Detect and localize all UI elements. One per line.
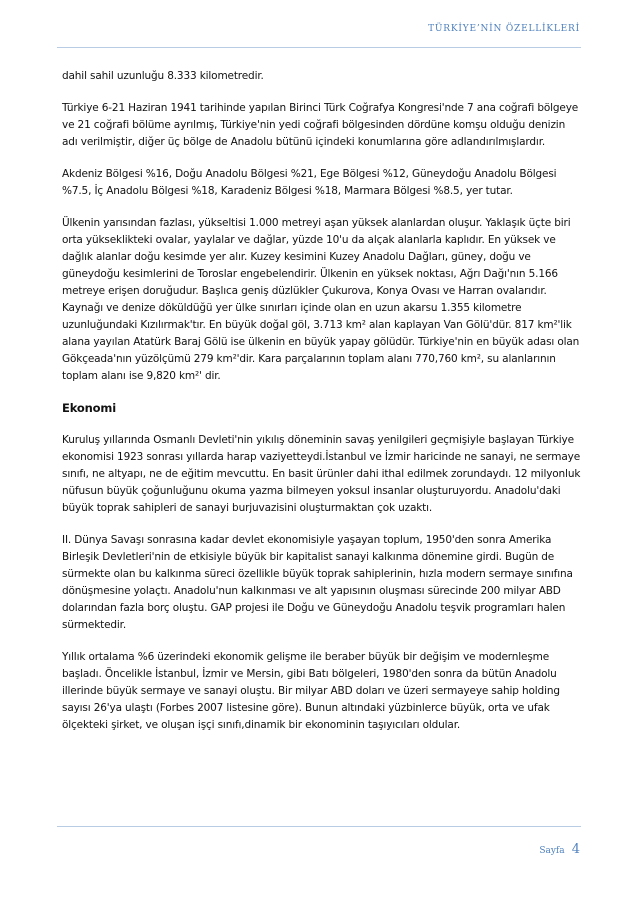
page-number: 4 — [571, 842, 580, 857]
paragraph: dahil sahil uzunluğu 8.333 kilometredir. — [62, 70, 264, 82]
page-footer — [539, 838, 580, 857]
paragraph: Yıllık ortalama %6 üzerindeki ekonomik gelişme ile beraber büyük bir değişim ve modernleşme başladı. Öncelikle İstanbul, İzmir ve Mersin, gibi Batı bölgeleri, 1980'den sonra da bütün Anadolu illerinde büyük sermaye ve sanayi oluştu. Bir milyar ABD doları ve üzeri sermayeye sahip holding sayısı 26'ya ulaştı (Forbes 2007 listesine göre). Bunun altındaki yüzbinlerce büyük, orta ve ufak ölçekteki şirket, ve oluşan işçi sınıfı,dinamik bir ekonominin taşıyıcıları oldular. — [62, 651, 560, 731]
footer-divider — [57, 826, 581, 827]
page-label: Sayfa — [539, 846, 565, 856]
paragraph: II. Dünya Savaşı sonrasına kadar devlet ekonomisiyle yaşayan toplum, 1950'den sonra Amerika Birleşik Devletleri'nin de etkisiyle büyük bir kapitalist sanayi kalkınma dönemine girdi. Bugün de sürmekte olan bu kalkınma süreci özellikle büyük toprak sahiplerinin, hızla modern sermaye sınıfına dönüşmesine yolaçtı. Anadolu'nun kalkınması ve alt yapısının oluşması sürecinde 200 milyar ABD dolarından fazla borç oluştu. GAP projesi ile Doğu ve Güneydoğu Anadolu teşvik programları halen sürmektedir. — [62, 534, 573, 631]
paragraph: Akdeniz Bölgesi %16, Doğu Anadolu Bölgesi %21, Ege Bölgesi %12, Güneydoğu Anadolu Bölgesi %7.5, İç Anadolu Bölgesi %18, Karadeniz Bölgesi %18, Marmara Bölgesi %8.5, yer tutar. — [62, 168, 557, 197]
running-header-title: TÜRKİYE’NİN ÖZELLİKLERİ — [428, 24, 580, 34]
paragraph: Türkiye 6-21 Haziran 1941 tarihinde yapılan Birinci Türk Coğrafya Kongresi'nde 7 ana coğrafi bölgeye ve 21 coğrafi bölüme ayrılmış, Türkiye'nin yedi coğrafi bölgesinden dördüne komşu olduğu denizin adı verilmiştir, diğer üç bölge de Anadolu bütünü içindeki konumlarına göre adlandırılmışlardır. — [62, 102, 579, 148]
document-body — [62, 68, 582, 749]
paragraph: Ülkenin yarısından fazlası, yükseltisi 1.000 metreyi aşan yüksek alanlardan oluşur. Yaklaşık üçte biri orta yükseklikteki ovalar, yaylalar ve dağlar, yüzde 10'u da alçak alanlarla kaplıdır. En yüksek ve dağlık alanlar doğu kesimde yer alır. Kuzey kesimini Kuzey Anadolu Dağları, güney, doğu ve güneydoğu kesimlerini de Toroslar engebelendirir. Ülkenin en yüksek noktası, Ağrı Dağı'nın 5.166 metreye erişen doruğudur. Başlıca geniş düzlükler Çukurova, Konya Ovası ve Harran ovalarıdır. Kaynağı ve denize döküldüğü yer ülke sınırları içinde olan en uzun akarsu 1.355 kilometre uzunluğundaki Kızılırmak'tır. En büyük doğal göl, 3.713 km² alan kaplayan Van Gölü'dür. 817 km²'lik alana yayılan Atatürk Baraj Gölü ise ülkenin en büyük yapay gölüdür. Türkiye'nin en büyük adası olan Gökçeada'nın yüzölçümü 279 km²'dir. Kara parçalarının toplam alanı 770,760 km², su alanlarının toplam alanı ise 9,820 km²' dir. — [62, 217, 580, 382]
paragraph: Kuruluş yıllarında Osmanlı Devleti'nin yıkılış döneminin savaş yenilgileri geçmişiyle başlayan Türkiye ekonomisi 1923 sonrası yıllarda harap vaziyetteydi.İstanbul ve İzmir haricinde ne sanayi, ne sermaye sınıfı, ne altyapı, ne de eğitim mevcuttu. En basit ürünler dahi ithal edilmek zorundaydı. 12 milyonluk nüfusun büyük çoğunluğunu okuma yazma bilmeyen yoksul insanlar oluşturuyordu. Anadolu'daki büyük toprak sahipleri de sanayi burjuvazisini oluşturmaktan çok uzaktı. — [62, 434, 581, 514]
section-heading: Ekonomi — [62, 401, 117, 415]
header-divider — [57, 47, 581, 48]
